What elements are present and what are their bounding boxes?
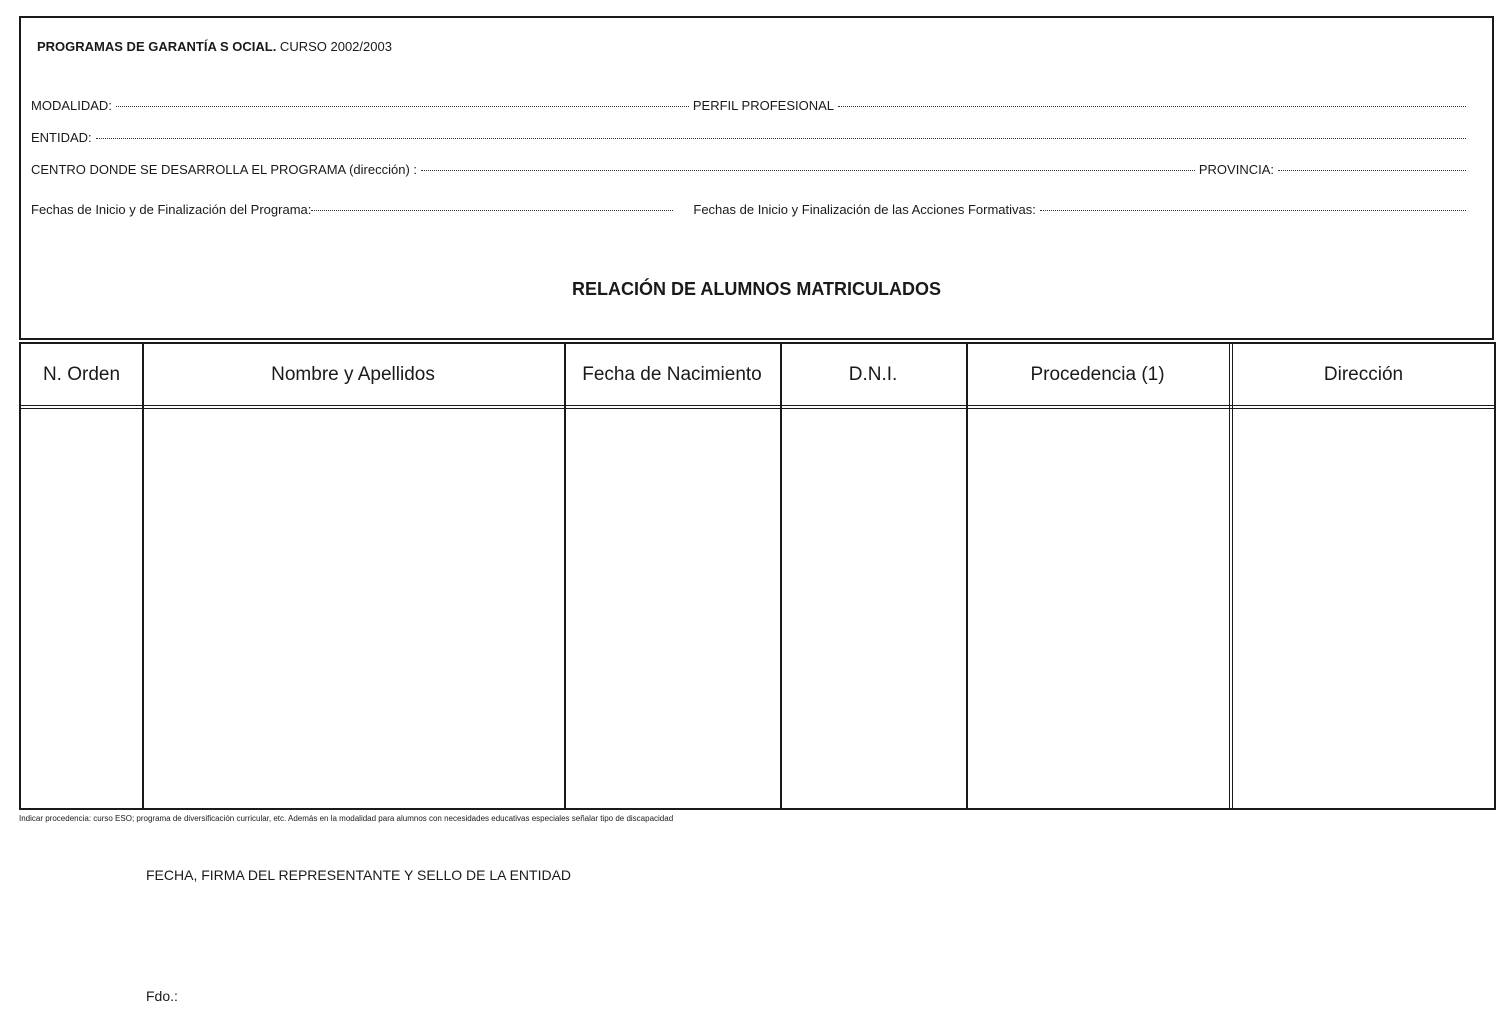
signature-label: FECHA, FIRMA DEL REPRESENTANTE Y SELLO DE LA ENTIDAD	[146, 867, 572, 883]
column-header-n-orden: N. Orden	[42, 363, 121, 385]
row-centro-provincia	[31, 162, 1470, 177]
modalidad-field[interactable]	[116, 106, 689, 107]
centro-label: CENTRO DONDE SE DESARROLLA EL PROGRAMA (dirección) :	[31, 162, 418, 177]
fechas-programa-label: Fechas de Inicio y de Finalización del Programa:	[31, 202, 312, 217]
column-header-procedencia: Procedencia (1)	[1030, 363, 1165, 385]
students-table	[19, 342, 1496, 810]
column-divider	[564, 344, 566, 808]
fechas-acciones-label: Fechas de Inicio y Finalización de las Acciones Formativas:	[693, 202, 1036, 217]
provincia-label: PROVINCIA:	[1198, 162, 1274, 177]
provincia-field[interactable]	[1278, 170, 1466, 171]
entidad-label: ENTIDAD:	[31, 130, 92, 145]
section-title: RELACIÓN DE ALUMNOS MATRICULADOS	[572, 279, 941, 299]
column-header-fecha-nacimiento: Fecha de Nacimiento	[582, 363, 762, 385]
column-divider	[142, 344, 144, 808]
modalidad-label: MODALIDAD:	[31, 98, 112, 113]
header-row-divider	[21, 405, 1494, 409]
column-header-direccion: Dirección	[1323, 363, 1404, 385]
column-divider	[966, 344, 968, 808]
perfil-field[interactable]	[838, 106, 1466, 107]
form-title-course: CURSO 2002/2003	[276, 39, 392, 54]
centro-field[interactable]	[421, 170, 1195, 171]
column-header-nombre: Nombre y Apellidos	[271, 363, 435, 385]
column-divider	[1229, 344, 1233, 808]
fdo-label: Fdo.:	[146, 988, 178, 1004]
row-entidad	[31, 130, 1470, 145]
row-modalidad-perfil	[31, 98, 1470, 113]
row-fechas	[31, 202, 1470, 217]
form-title	[37, 39, 392, 54]
fechas-acciones-field[interactable]	[1040, 210, 1466, 211]
entidad-field[interactable]	[96, 138, 1466, 139]
form-title-bold: PROGRAMAS DE GARANTÍA S OCIAL.	[37, 39, 277, 54]
column-divider	[780, 344, 782, 808]
form-header-box	[19, 16, 1494, 340]
column-header-dni: D.N.I.	[848, 363, 898, 385]
perfil-label: PERFIL PROFESIONAL	[692, 98, 834, 113]
fechas-programa-field[interactable]	[311, 210, 673, 211]
footnote: Indicar procedencia: curso ESO; programa de diversificación curricular, etc. Además en la modalidad para alumnos con necesidades educativas especiales señalar tipo de discapacidad	[19, 814, 674, 823]
